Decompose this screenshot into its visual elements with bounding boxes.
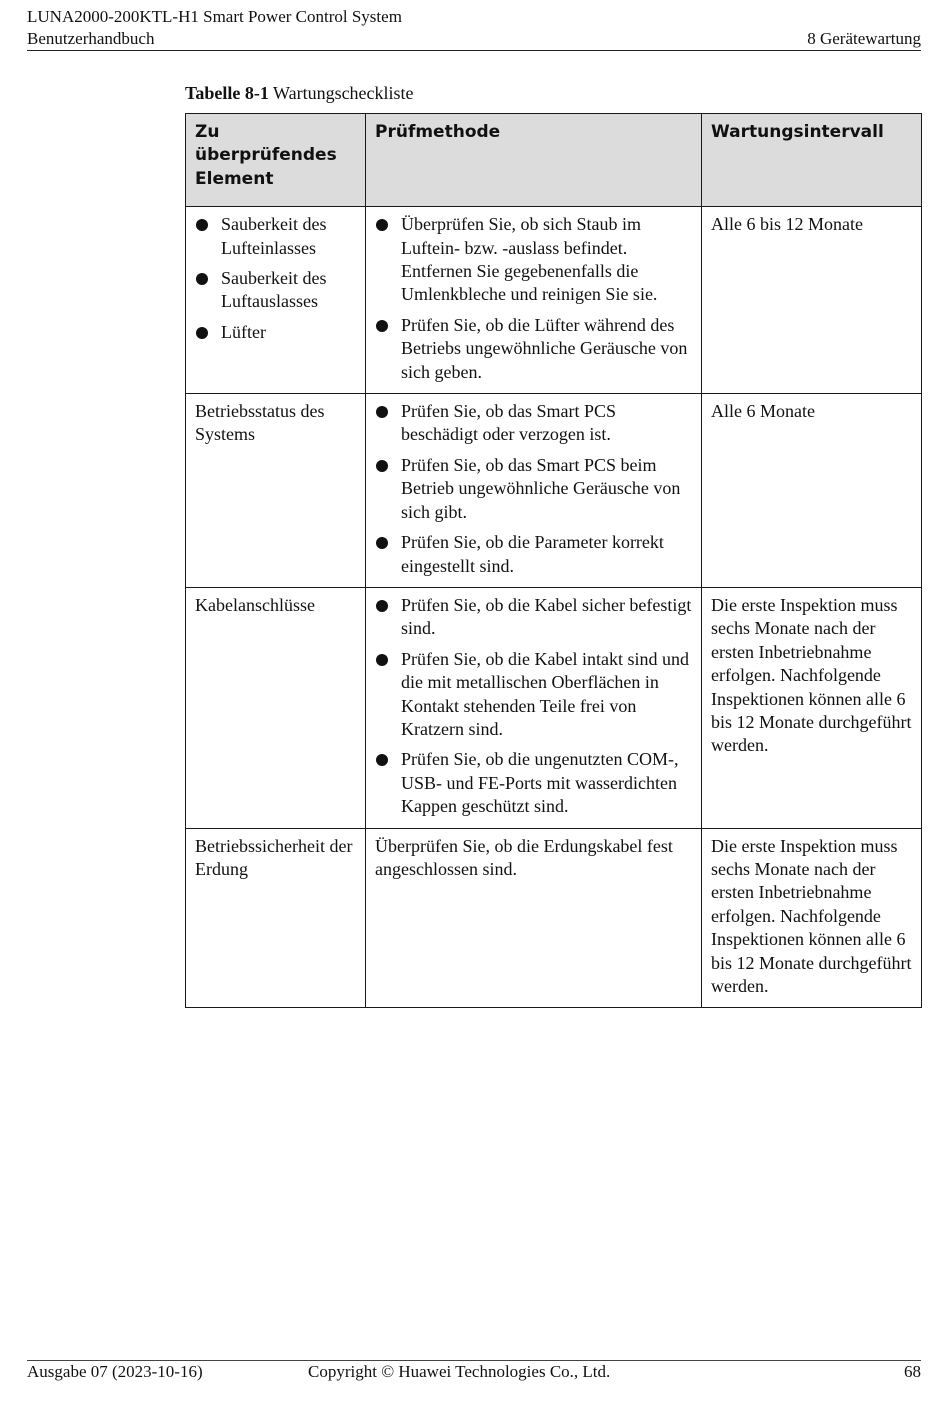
maintenance-checklist-table (185, 113, 922, 1008)
interval-cell: Alle 6 Monate (702, 394, 922, 588)
list-item: Sauberkeit des Lufteinlasses (195, 213, 356, 260)
method-cell (366, 587, 702, 828)
list-item: Prüfen Sie, ob die Kabel sicher befestigt sind. (375, 594, 692, 641)
table-caption-text: Wartungscheckliste (273, 83, 414, 103)
table-row (186, 394, 922, 588)
element-cell: Betriebssicherheit der Erdung (186, 828, 366, 1008)
list-item: Prüfen Sie, ob die ungenutzten COM-, USB- und FE-Ports mit wasserdichten Kappen geschützt sind. (375, 748, 692, 818)
element-list (195, 213, 356, 344)
method-list (375, 213, 692, 384)
method-list (375, 400, 692, 578)
column-header-interval: Wartungsintervall (702, 114, 922, 207)
element-cell (186, 207, 366, 394)
chapter-title: 8 Gerätewartung (807, 29, 921, 48)
table-row (186, 207, 922, 394)
list-item: Lüfter (195, 321, 356, 344)
method-cell (366, 394, 702, 588)
list-item: Prüfen Sie, ob die Kabel intakt sind und die mit metallischen Oberflächen in Kontakt stehenden Teile frei von Kratzern sind. (375, 648, 692, 742)
list-item: Sauberkeit des Luftauslasses (195, 267, 356, 314)
method-cell: Überprüfen Sie, ob die Erdungskabel fest angeschlossen sind. (366, 828, 702, 1008)
issue-date: Ausgabe 07 (2023-10-16) (27, 1362, 203, 1381)
document-title: LUNA2000-200KTL-H1 Smart Power Control System (27, 7, 402, 26)
list-item: Überprüfen Sie, ob sich Staub im Luftein- bzw. -auslass befindet. Entfernen Sie gegebenenfalls die Umlenkbleche und reinigen Sie sie. (375, 213, 692, 307)
document-subtitle: Benutzerhandbuch (27, 29, 155, 48)
interval-cell: Die erste Inspektion muss sechs Monate nach der ersten Inbetriebnahme erfolgen. Nachfolgende Inspektionen können alle 6 bis 12 Monate durchgeführt werden. (702, 828, 922, 1008)
method-cell (366, 207, 702, 394)
list-item: Prüfen Sie, ob die Parameter korrekt eingestellt sind. (375, 531, 692, 578)
table-header-row (186, 114, 922, 207)
interval-cell: Die erste Inspektion muss sechs Monate nach der ersten Inbetriebnahme erfolgen. Nachfolgende Inspektionen können alle 6 bis 12 Monate durchgeführt werden. (702, 587, 922, 828)
table-row (186, 587, 922, 828)
table-row (186, 828, 922, 1008)
document-header (27, 6, 402, 50)
element-cell: Kabelanschlüsse (186, 587, 366, 828)
list-item: Prüfen Sie, ob die Lüfter während des Betriebs ungewöhnliche Geräusche von sich geben. (375, 314, 692, 384)
copyright-notice: Copyright © Huawei Technologies Co., Ltd. (308, 1362, 611, 1381)
page-number: 68 (904, 1362, 921, 1381)
column-header-element: Zu überprüfendes Element (186, 114, 366, 207)
list-item: Prüfen Sie, ob das Smart PCS beim Betrieb ungewöhnliche Geräusche von sich gibt. (375, 454, 692, 524)
table-number: Tabelle 8-1 (185, 83, 269, 103)
interval-cell: Alle 6 bis 12 Monate (702, 207, 922, 394)
list-item: Prüfen Sie, ob das Smart PCS beschädigt oder verzogen ist. (375, 400, 692, 447)
method-list (375, 594, 692, 819)
column-header-method: Prüfmethode (366, 114, 702, 207)
element-cell: Betriebsstatus des Systems (186, 394, 366, 588)
header-divider (27, 50, 921, 51)
table-caption (185, 82, 414, 104)
